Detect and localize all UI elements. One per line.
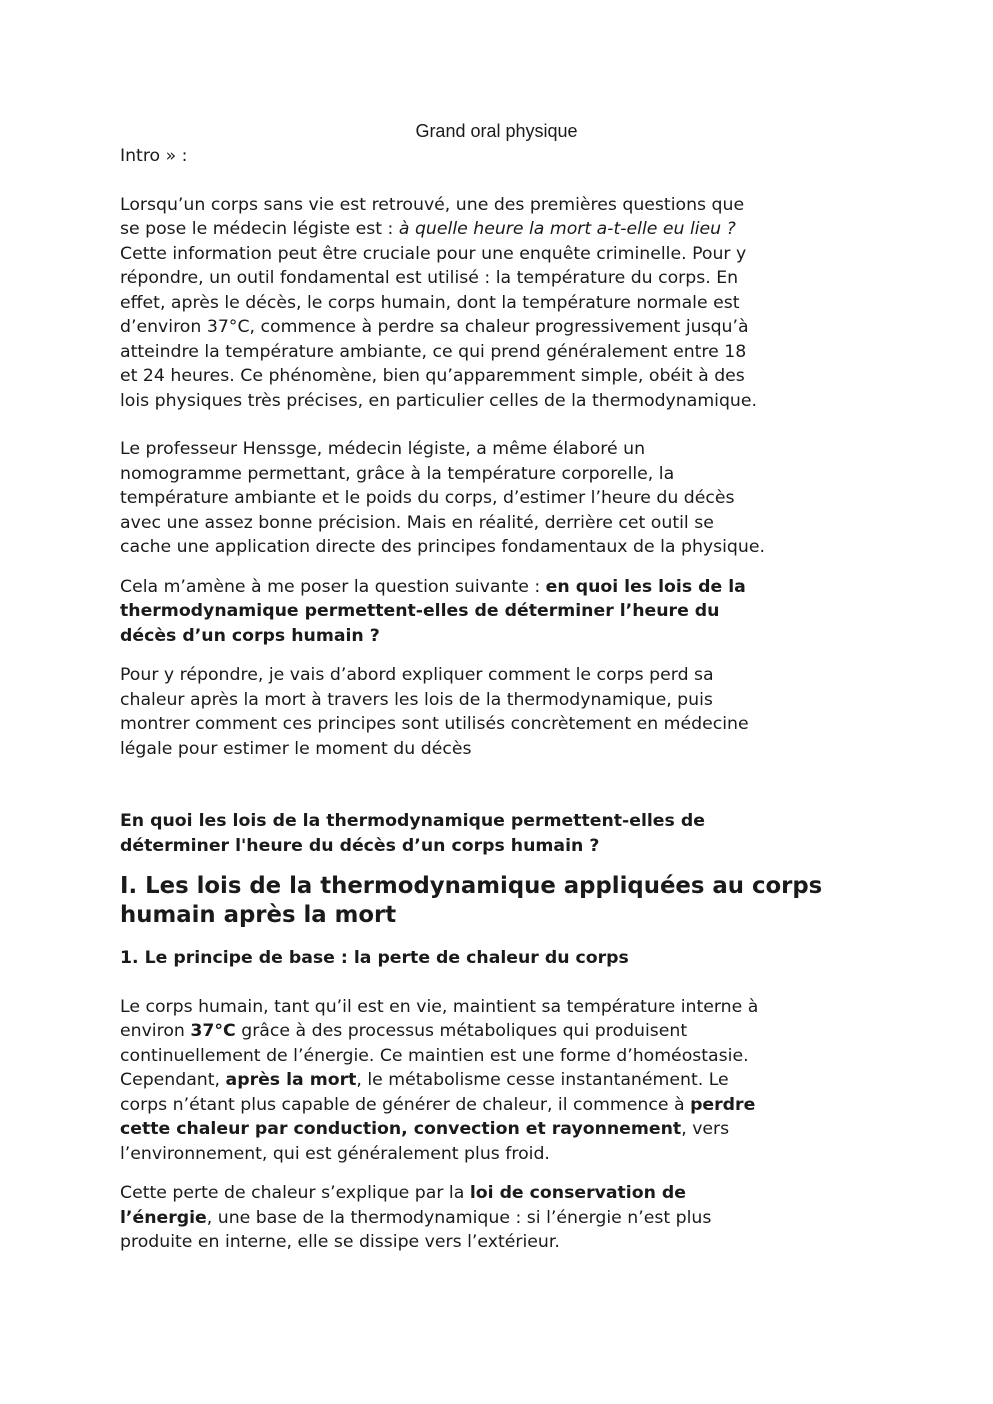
- text-line: cache une application directe des principes fondamentaux de la physique.: [120, 537, 765, 557]
- heading-line: humain après la mort: [120, 902, 397, 928]
- text-line: [120, 1117, 880, 1142]
- text-line: l’environnement, qui est généralement plus froid.: [120, 1143, 550, 1164]
- text-span: Cependant,: [120, 1070, 226, 1090]
- text-line: En quoi les lois de la thermodynamique permettent-elles de: [120, 811, 705, 831]
- text-span: se pose le médecin légiste est :: [120, 219, 399, 239]
- text-line: lois physiques très précises, en particulier celles de la thermodynamique.: [120, 390, 758, 411]
- bold-text: en quoi les lois de la: [545, 576, 746, 597]
- section-heading: [120, 872, 880, 930]
- bold-text: thermodynamique permettent-elles de déterminer l’heure du: [120, 601, 720, 621]
- text-span: , une base de la thermodynamique : si l’énergie n’est plus: [206, 1207, 712, 1228]
- plan-paragraph: [120, 663, 880, 761]
- text-line: [120, 624, 880, 649]
- text-span: Cela m’amène à me poser la question suivante :: [120, 576, 546, 597]
- text-span: , vers: [681, 1119, 730, 1139]
- text-span: , le métabolisme cesse instantanément. Le: [356, 1070, 729, 1090]
- text-line: Cette information peut être cruciale pour une enquête criminelle. Pour y: [120, 243, 747, 264]
- subsection-heading: 1. Le principe de base : la perte de chaleur du corps: [120, 948, 629, 968]
- text-line: [120, 1093, 880, 1118]
- text-span: environ: [120, 1021, 191, 1041]
- text-line: continuellement de l’énergie. Ce maintien est une forme d’homéostasie.: [120, 1045, 749, 1066]
- text-line: température ambiante et le poids du corps, d’estimer l’heure du décès: [120, 488, 735, 508]
- text-line: Pour y répondre, je vais d’abord expliquer comment le corps perd sa: [120, 665, 714, 685]
- text-line: [120, 217, 880, 242]
- text-line: chaleur après la mort à travers les lois de la thermodynamique, puis: [120, 689, 713, 710]
- text-line: Le professeur Henssge, médecin légiste, a même élaboré un: [120, 439, 646, 459]
- text-line: Le corps humain, tant qu’il est en vie, maintient sa température interne à: [120, 996, 759, 1017]
- text-span: grâce à des processus métaboliques qui produisent: [235, 1021, 688, 1041]
- henssge-paragraph: [120, 437, 880, 560]
- text-line: Lorsqu’un corps sans vie est retrouvé, une des premières questions que: [120, 194, 745, 215]
- bold-text: l’énergie: [120, 1207, 207, 1228]
- text-line: nomogramme permettant, grâce à la température corporelle, la: [120, 463, 675, 484]
- text-line: [120, 575, 880, 600]
- text-line: déterminer l'heure du décès d’un corps humain ?: [120, 835, 600, 856]
- text-line: légale pour estimer le moment du décès: [120, 738, 472, 759]
- heading-line: I. Les lois de la thermodynamique appliquées au corps: [120, 873, 823, 899]
- bold-text: 37°C: [190, 1021, 236, 1041]
- text-span: Cette perte de chaleur s’explique par la: [120, 1183, 470, 1203]
- text-line: [120, 1019, 880, 1044]
- energy-conservation-paragraph: [120, 1181, 880, 1255]
- text-line: [120, 1206, 880, 1231]
- text-line: produite en interne, elle se dissipe vers l’extérieur.: [120, 1232, 560, 1252]
- text-span: corps n’étant plus capable de générer de chaleur, il commence à: [120, 1094, 691, 1115]
- problematic-paragraph: [120, 575, 880, 649]
- text-line: atteindre la température ambiante, ce qui prend généralement entre 18: [120, 341, 747, 362]
- text-line: [120, 1068, 880, 1093]
- italic-question: à quelle heure la mort a-t-elle eu lieu ?: [398, 219, 736, 239]
- bold-text: décès d’un corps humain ?: [120, 625, 380, 646]
- intro-paragraph: [120, 193, 880, 414]
- text-line: avec une assez bonne précision. Mais en réalité, derrière cet outil se: [120, 512, 714, 533]
- text-line: [120, 599, 880, 624]
- text-line: [120, 1181, 880, 1206]
- heat-loss-paragraph: [120, 995, 880, 1167]
- bold-text: perdre: [690, 1094, 756, 1115]
- text-line: répondre, un outil fondamental est utilisé : la température du corps. En: [120, 268, 739, 288]
- intro-label: Intro » :: [120, 146, 188, 166]
- bold-text: cette chaleur par conduction, convection et rayonnement: [120, 1119, 682, 1139]
- document-header-title: Grand oral physique: [415, 121, 578, 141]
- document-body: [120, 144, 880, 1255]
- problematic-repeat: [120, 809, 880, 858]
- bold-text: loi de conservation de: [469, 1183, 687, 1203]
- text-line: et 24 heures. Ce phénomène, bien qu’apparemment simple, obéit à des: [120, 366, 745, 386]
- text-line: montrer comment ces principes sont utilisés concrètement en médecine: [120, 714, 749, 734]
- text-line: effet, après le décès, le corps humain, dont la température normale est: [120, 292, 740, 313]
- bold-text: après la mort: [225, 1070, 357, 1090]
- text-line: d’environ 37°C, commence à perdre sa chaleur progressivement jusqu’à: [120, 317, 749, 337]
